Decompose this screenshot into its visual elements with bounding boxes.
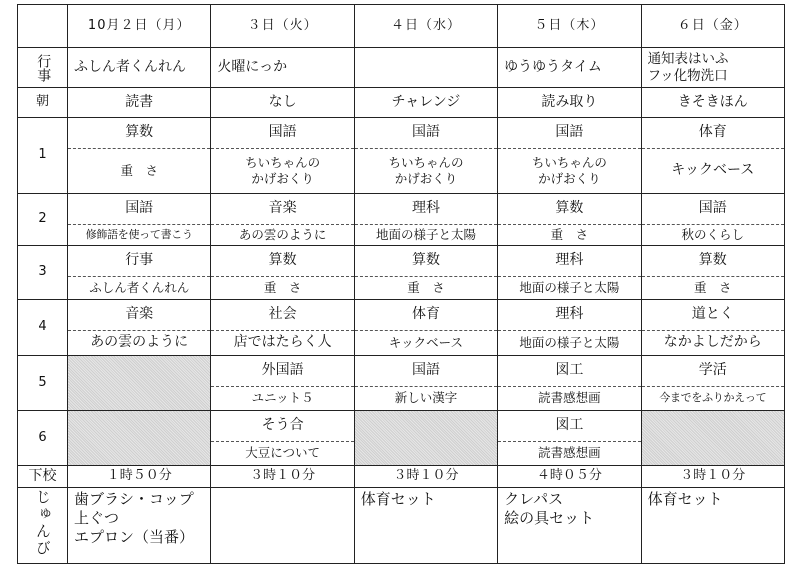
lesson-content: あの雲のように (238, 226, 327, 242)
period-number: 5 (18, 356, 68, 411)
event-cell (354, 48, 497, 88)
lesson-subject: 社会 (211, 300, 353, 331)
morning-cell: なし (211, 88, 354, 118)
lesson-cell (354, 118, 497, 194)
lesson-content: 大豆について (245, 445, 320, 461)
lesson-cell (211, 300, 354, 356)
lesson-cell (211, 356, 354, 411)
lesson-cell (211, 194, 354, 246)
lesson-subject: 国語 (642, 194, 784, 225)
lesson-cell (498, 118, 641, 194)
lesson-content: 秋のくらし (681, 226, 745, 242)
lesson-subject: 音楽 (68, 300, 210, 331)
lesson-subject: 理科 (498, 246, 640, 277)
period-row (18, 246, 785, 300)
lesson-content: ちいちゃんの かげおくり (531, 155, 607, 186)
lesson-content: 読書感想画 (538, 445, 601, 461)
period-number: 3 (18, 246, 68, 300)
period-row (18, 118, 785, 194)
lesson-cell (211, 118, 354, 194)
empty-lesson-cell (68, 411, 211, 466)
lesson-cell (498, 411, 641, 466)
event-cell: ふしん者くんれん (68, 48, 211, 88)
lesson-cell (498, 246, 641, 300)
lesson-subject: 算数 (642, 246, 784, 277)
lesson-cell (211, 411, 354, 466)
period-number: 2 (18, 194, 68, 246)
lesson-cell (68, 194, 211, 246)
prep-cell: 体育セット (354, 488, 497, 564)
lesson-content: 重 さ (550, 226, 589, 242)
lesson-content: 地面の様子と太陽 (375, 226, 476, 242)
header-row (18, 5, 785, 48)
lesson-cell (68, 300, 211, 356)
lesson-subject: そう合 (211, 411, 353, 442)
event-cell: 通知表はいふ フッ化物洗口 (641, 48, 784, 88)
lesson-content: ふしん者くんれん (89, 279, 190, 295)
lesson-subject: 国語 (355, 356, 497, 387)
dismissal-label: 下校 (18, 466, 68, 488)
dismissal-row (18, 466, 785, 488)
dismissal-time: １時５０分 (68, 466, 211, 488)
lesson-cell (641, 194, 784, 246)
event-cell: ゆうゆうタイム (498, 48, 641, 88)
lesson-subject: 国語 (498, 118, 640, 149)
morning-cell: チャレンジ (354, 88, 497, 118)
lesson-subject: 算数 (355, 246, 497, 277)
empty-lesson-cell (641, 411, 784, 466)
lesson-subject: 外国語 (211, 356, 353, 387)
lesson-cell (354, 194, 497, 246)
lesson-content: 読書感想画 (538, 390, 601, 406)
lesson-subject: 国語 (211, 118, 353, 149)
prep-cell (211, 488, 354, 564)
dismissal-time: ３時１０分 (641, 466, 784, 488)
period-row (18, 356, 785, 411)
dismissal-time: ３時１０分 (211, 466, 354, 488)
lesson-cell (641, 300, 784, 356)
prep-cell: 体育セット (641, 488, 784, 564)
empty-lesson-cell (354, 411, 497, 466)
morning-row (18, 88, 785, 118)
lesson-content: 地面の様子と太陽 (519, 279, 620, 295)
lesson-subject: 算数 (498, 194, 640, 225)
dismissal-time: ３時１０分 (354, 466, 497, 488)
lesson-subject: 行事 (68, 246, 210, 277)
lesson-content: キックベース (671, 162, 755, 178)
period-number: 1 (18, 118, 68, 194)
prep-row (18, 488, 785, 564)
lesson-content: ユニット５ (251, 390, 314, 406)
lesson-content: キックベース (388, 334, 464, 350)
lesson-subject: 図工 (498, 356, 640, 387)
lesson-content: 重 さ (263, 279, 302, 295)
lesson-content: 重 さ (407, 279, 445, 295)
lesson-content: あの雲のように (90, 334, 189, 350)
lesson-cell (498, 300, 641, 356)
day-header: ４日（水） (354, 5, 497, 48)
lesson-content: 店ではたらく人 (233, 334, 332, 350)
morning-label: 朝 (18, 88, 68, 118)
lesson-subject: 理科 (498, 300, 640, 331)
lesson-cell (68, 246, 211, 300)
lesson-content: 修飾語を使って書こう (85, 227, 193, 241)
lesson-content: 地面の様子と太陽 (519, 334, 620, 350)
lesson-cell (641, 118, 784, 194)
lesson-cell (354, 246, 497, 300)
lesson-cell (498, 356, 641, 411)
lesson-cell (354, 356, 497, 411)
lesson-cell (68, 118, 211, 194)
empty-lesson-cell (68, 356, 211, 411)
lesson-cell (641, 246, 784, 300)
lesson-subject: 図工 (498, 411, 640, 442)
day-header: ３日（火） (211, 5, 354, 48)
day-header: 10月２日（月） (68, 5, 211, 48)
period-number: 6 (18, 411, 68, 466)
lesson-subject: 国語 (355, 118, 497, 149)
day-header: ６日（金） (641, 5, 784, 48)
lesson-cell (211, 246, 354, 300)
lesson-content: 重 さ (694, 279, 732, 295)
morning-cell: きそきほん (641, 88, 784, 118)
weekly-timetable (17, 4, 785, 560)
period-row (18, 411, 785, 466)
lesson-content: なかよしだから (663, 334, 762, 350)
lesson-subject: 算数 (68, 118, 210, 149)
lesson-content: 今までをふりかえって (659, 391, 767, 405)
lesson-content: 重 さ (120, 162, 158, 178)
lesson-content: 新しい漢字 (394, 390, 458, 406)
morning-cell: 読書 (68, 88, 211, 118)
morning-cell: 読み取り (498, 88, 641, 118)
lesson-subject: 学活 (642, 356, 784, 387)
prep-label: じゅんび (33, 488, 52, 557)
period-number: 4 (18, 300, 68, 356)
lesson-subject: 体育 (642, 118, 784, 149)
lesson-subject: 国語 (68, 194, 210, 225)
lesson-subject: 理科 (355, 194, 497, 225)
prep-cell: 歯ブラシ・コップ 上ぐつ エプロン（当番） (68, 488, 211, 564)
prep-cell: クレパス 絵の具セット (498, 488, 641, 564)
timetable-grid (17, 4, 785, 564)
lesson-subject: 音楽 (211, 194, 353, 225)
lesson-content: ちいちゃんの かげおくり (388, 155, 464, 186)
corner-cell (18, 5, 68, 48)
event-cell: 火曜にっか (211, 48, 354, 88)
lesson-subject: 道とく (642, 300, 784, 331)
lesson-cell (498, 194, 641, 246)
lesson-cell (641, 356, 784, 411)
events-row (18, 48, 785, 88)
lesson-subject: 体育 (355, 300, 497, 331)
lesson-content: ちいちゃんの かげおくり (245, 155, 321, 186)
lesson-cell (354, 300, 497, 356)
day-header: ５日（木） (498, 5, 641, 48)
period-row (18, 194, 785, 246)
events-label: 行事 (18, 48, 68, 88)
period-row (18, 300, 785, 356)
prep-label-cell (18, 488, 68, 564)
lesson-subject: 算数 (211, 246, 353, 277)
dismissal-time: ４時０５分 (498, 466, 641, 488)
